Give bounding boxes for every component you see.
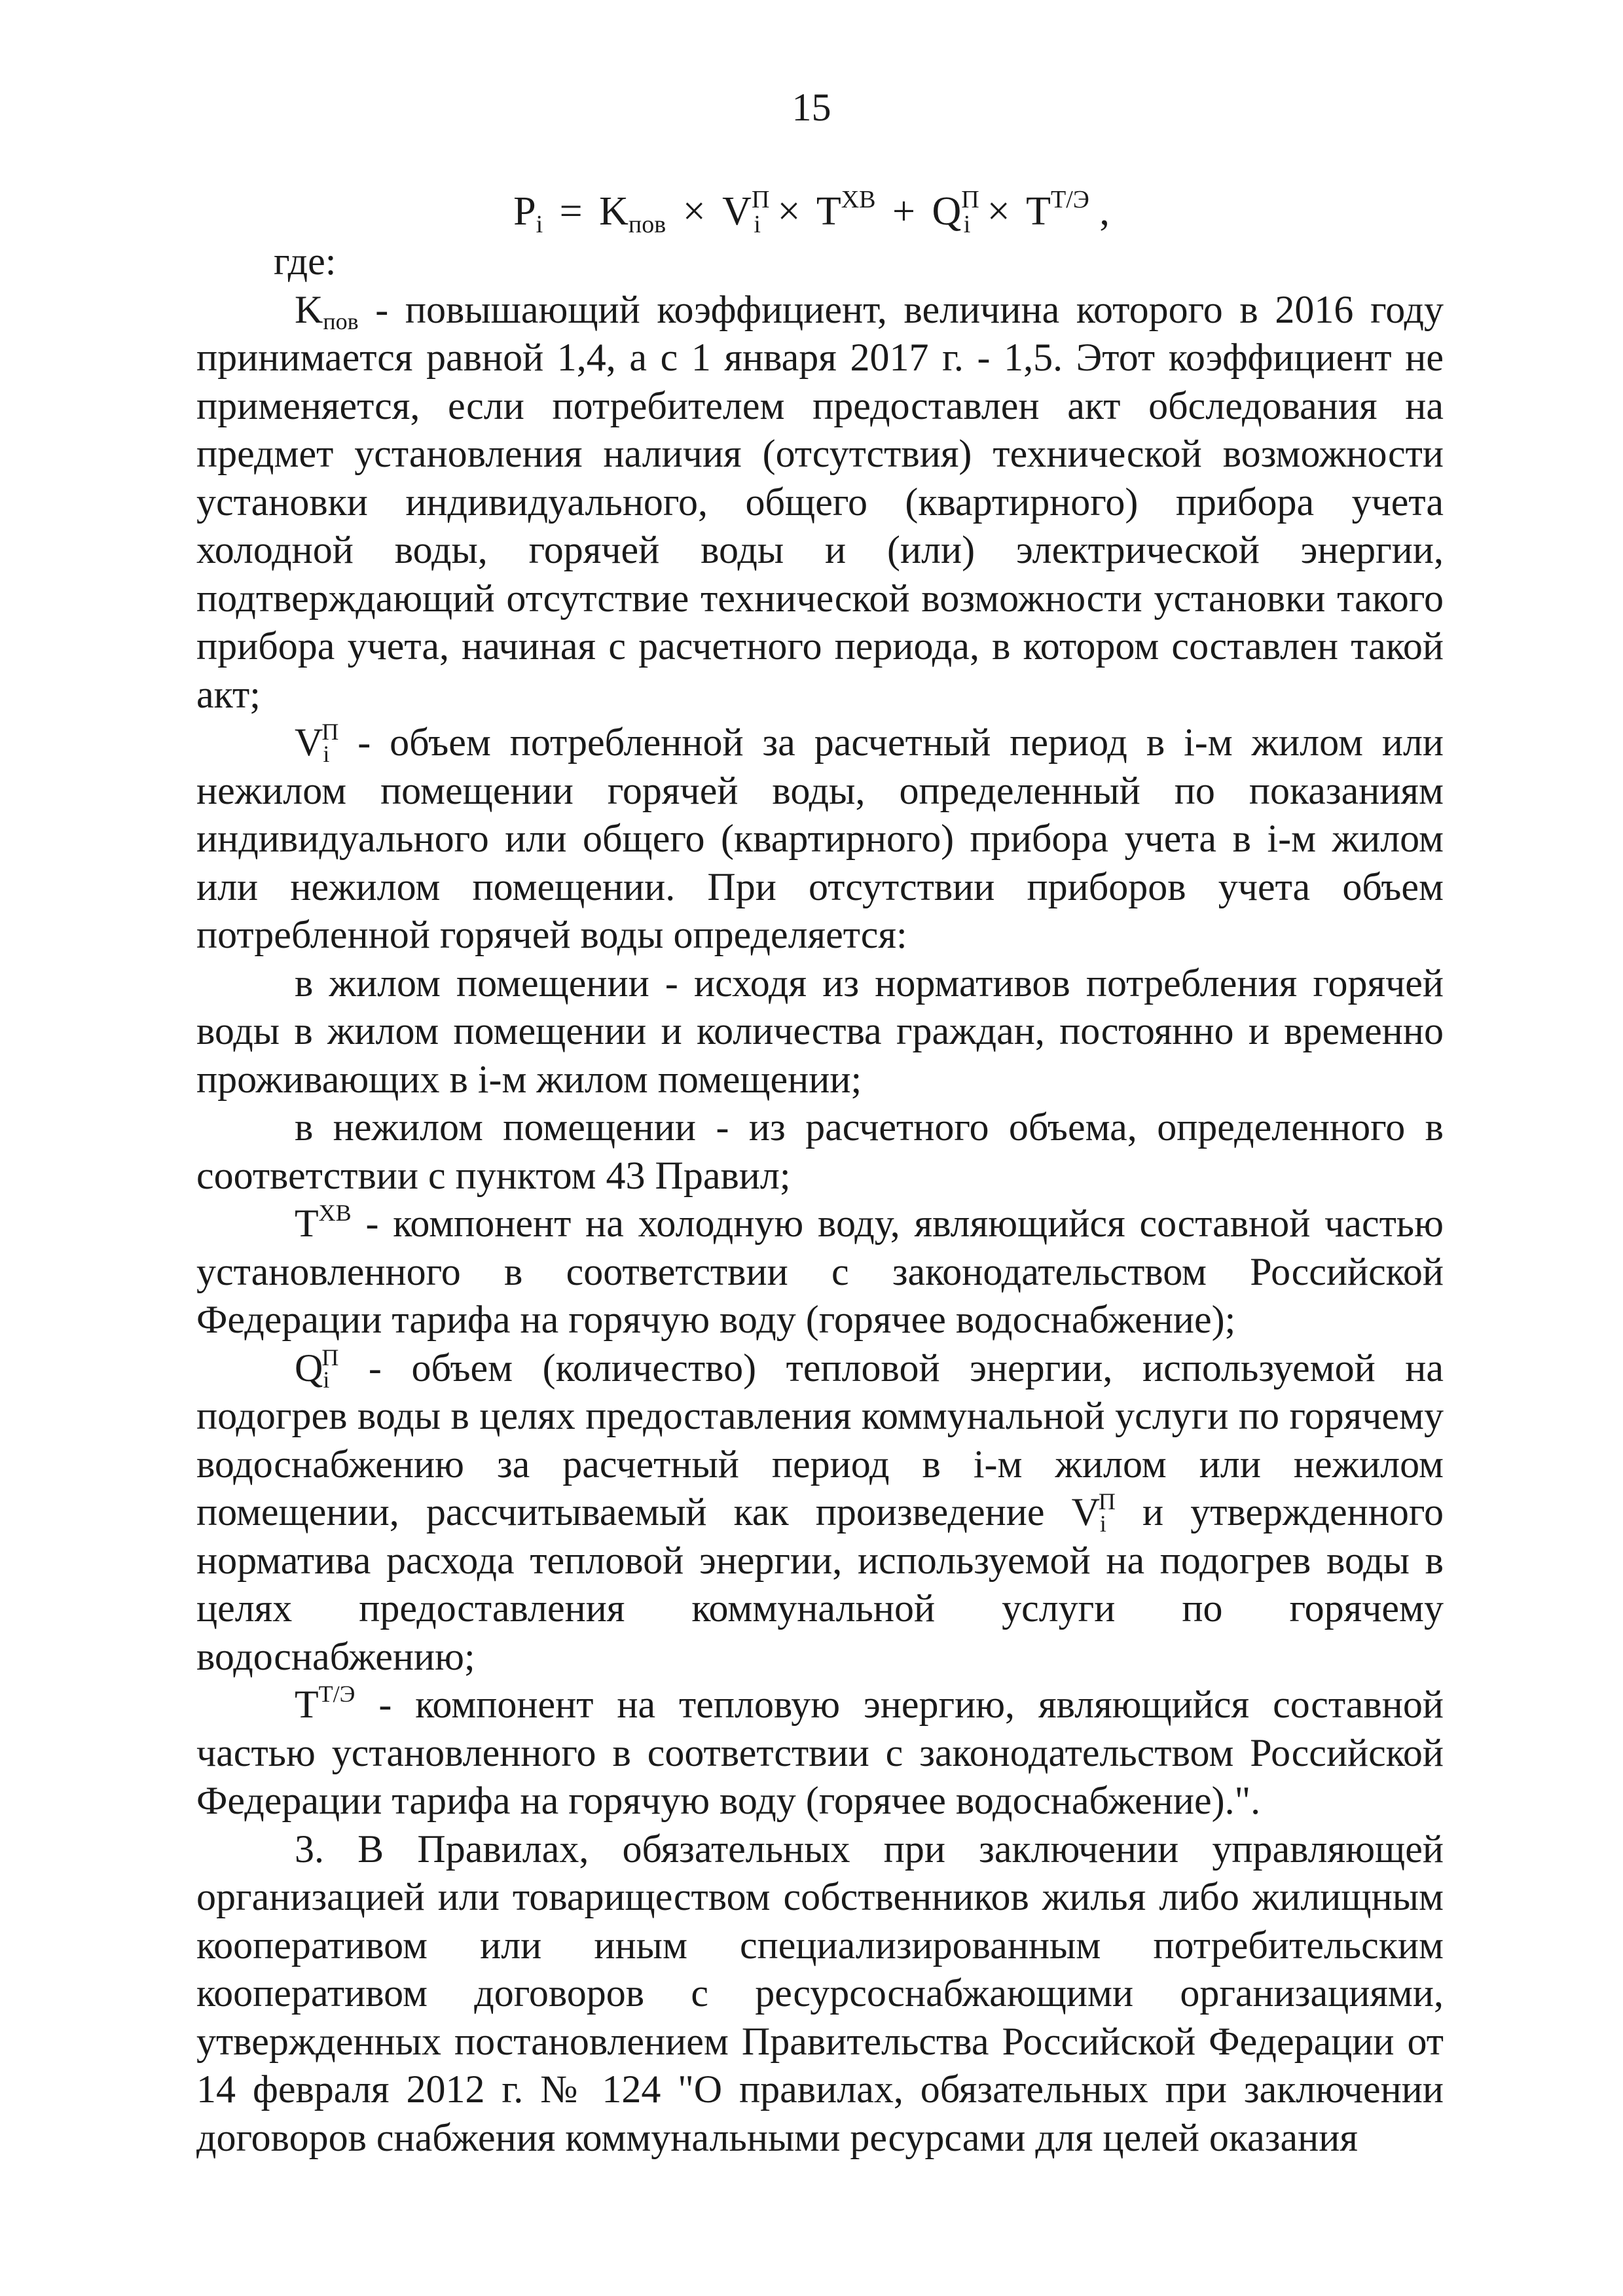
formula-comma: ,	[1099, 189, 1110, 234]
formula-times-1: ×	[682, 189, 706, 234]
definition-tte: $T^{Т/Э}$ - компонент на тепловую энергию, являющийся составной частью установленного в соответствии с законодательством Российской Федерации тарифа на горячую воду (горячее водоснабжение).".	[196, 1681, 1444, 1822]
where-label: где:	[274, 240, 337, 283]
formula-k: $K_{пов}$	[599, 189, 666, 238]
definition-v-residential: в жилом помещении - исходя из нормативов потребления горячей воды в жилом помещении и количества граждан, постоянно и временно проживающих в i-м жилом помещении;	[196, 961, 1444, 1101]
symbol-q: $Q_i^П$	[295, 1344, 339, 1393]
formula-p: $P_i$	[513, 189, 543, 238]
formula-tte: $T^{Т/Э}$	[1026, 186, 1089, 234]
definition-k: $K_{пов}$ - повышающий коэффициент, величина которого в 2016 году принимается равной 1,4, а с 1 января 2017 г. - 1,5. Этот коэффициент не применяется, если потребителем предоставлен акт обследования на предмет установления наличия (отсутствия) технической возможности установки индивидуального, общего (квартирного) прибора учета холодной воды, горячей воды и (или) электрической энергии, подтверждающий отсутствие технической возможности установки такого прибора учета, начиная с расчетного периода, в котором составлен такой акт;	[196, 287, 1444, 716]
symbol-txv: $T^{ХВ}$	[295, 1200, 352, 1245]
definition-q: $Q_i^П$ - объем (количество) тепловой энергии, используемой на подогрев воды в целях предоставления коммунальной услуги по горячему водоснабжению за расчетный период в i-м жилом или нежилом помещении, рассчитываемый как произведение $V_i^П$ и утвержденного норматива расхода тепловой энергии, используемой на подогрев воды в целях предоставления коммунальной услуги по горячему водоснабжению;	[196, 1344, 1444, 1678]
symbol-v: $V_i^П$	[295, 719, 339, 767]
definition-v-nonresidential: в нежилом помещении - из расчетного объема, определенного в соответствии с пунктом 43 Правил;	[196, 1105, 1444, 1197]
formula	[0, 185, 1623, 238]
symbol-tte: $T^{Т/Э}$	[295, 1681, 356, 1726]
formula-times-2: ×	[777, 189, 801, 234]
symbol-k: $K_{пов}$	[295, 287, 359, 334]
definition-txv: $T^{ХВ}$ - компонент на холодную воду, являющийся составной частью установленного в соответствии с законодательством Российской Федерации тарифа на горячую воду (горячее водоснабжение);	[196, 1200, 1444, 1341]
page-number: 15	[792, 86, 831, 129]
document-body	[196, 238, 1444, 2162]
symbol-v-inline: $V_i^П$	[1071, 1488, 1116, 1537]
definition-v: $V_i^П$ - объем потребленной за расчетный период в i-м жилом или нежилом помещении горячей воды, определенный по показаниям индивидуального или общего (квартирного) прибора учета в i-м жилом или нежилом помещении. При отсутствии приборов учета объем потребленной горячей воды определяется:	[196, 719, 1444, 956]
item-3-paragraph: 3. В Правилах, обязательных при заключении управляющей организацией или товариществом собственников жилья либо жилищным кооперативом или иным специализированным потребительским кооперативом договоров с ресурсоснабжающими организациями, утвержденных постановлением Правительства Российской Федерации от 14 февраля 2012 г. № 124 "О правилах, обязательных при заключении договоров снабжения коммунальными ресурсами для целей оказания	[196, 1827, 1444, 2159]
formula-v: $V^П_i$	[722, 186, 770, 238]
formula-eq: =	[559, 189, 583, 234]
formula-times-3: ×	[987, 189, 1010, 234]
formula-txv: $T^{ХВ}$	[816, 186, 876, 234]
formula-q: $Q^П_i$	[932, 186, 979, 238]
formula-plus: +	[892, 189, 915, 234]
